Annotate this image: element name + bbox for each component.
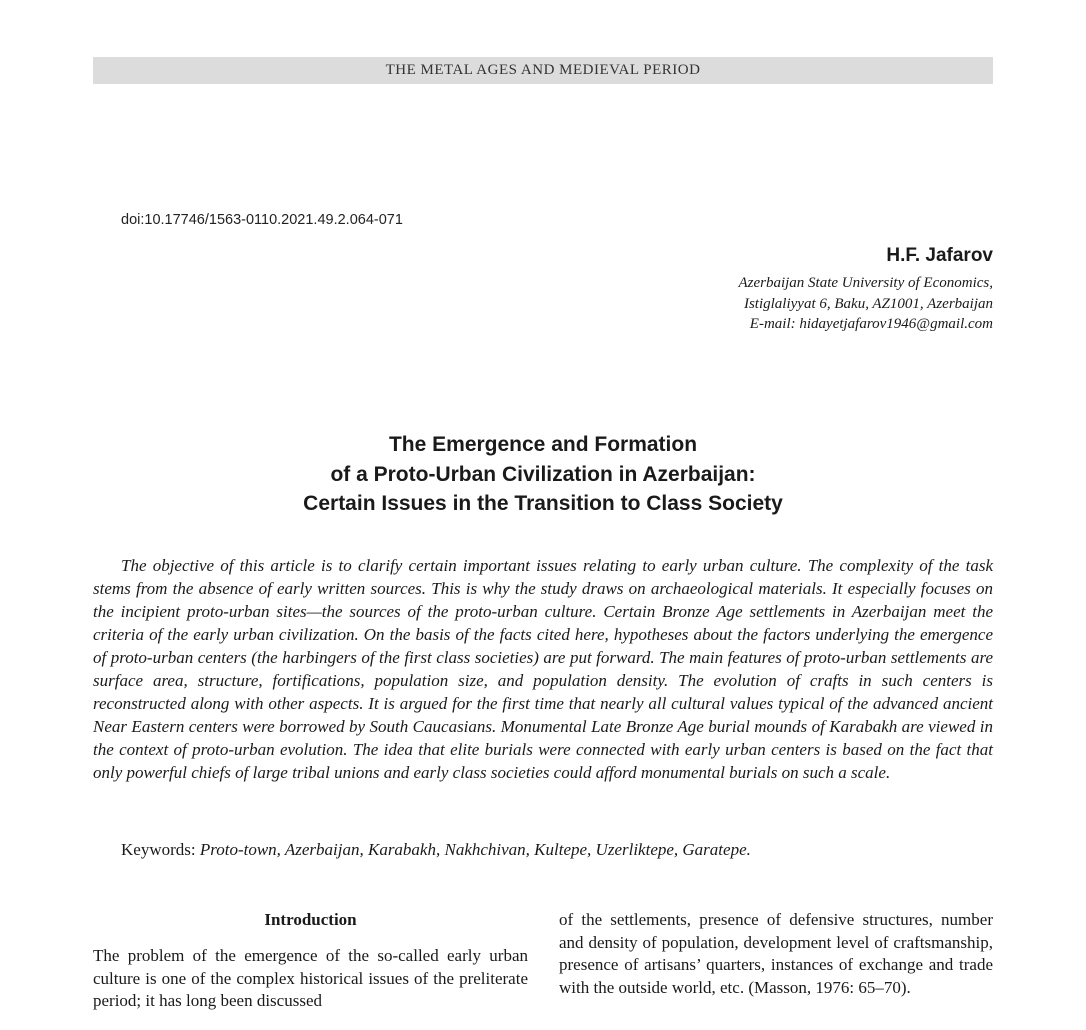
keywords-label: Keywords:	[121, 840, 196, 859]
title-line-2: of a Proto-Urban Civilization in Azerbaijan:	[330, 462, 756, 486]
right-column-text: of the settlements, presence of defensive structures, number and density of population, development level of craftsmanship, presence of artisans’ quarters, instances of exchange and trade with the outside world, etc. (Masson, 1976: 65–70).	[559, 910, 993, 997]
body-left-column	[93, 909, 528, 1013]
author-block	[738, 245, 993, 335]
abstract: The objective of this article is to clarify certain important issues relating to early urban culture. The complexity of the task stems from the absence of early written sources. This is why the study draws on archaeological materials. It especially focuses on the incipient proto-urban sites—the sources of the proto-urban culture. Certain Bronze Age settlements in Azerbaijan meet the criteria of the early urban civilization. On the basis of the facts cited here, hypotheses about the factors underlying the emergence of proto-urban centers (the harbingers of the first class societies) are put forward. The main features of proto-urban settlements are surface area, structure, fortifications, population size, and population density. The evolution of crafts in such centers is reconstructed along with other aspects. It is argued for the first time that nearly all cultural values typical of the advanced ancient Near Eastern centers were borrowed by South Caucasians. Monumental Late Bronze Age burial mounds of Karabakh are viewed in the context of proto-urban evolution. The idea that elite burials were connected with early urban centers is based on the fact that only powerful chiefs of large tribal unions and early class societies could afford monumental burials on such a scale.	[93, 556, 993, 782]
title-line-1: The Emergence and Formation	[388, 433, 698, 456]
section-heading-introduction: Introduction	[264, 910, 357, 929]
running-head-text: THE METAL AGES AND MEDIEVAL PERIOD	[385, 62, 701, 78]
author-email[interactable]: E-mail: hidayetjafarov1946@gmail.com	[749, 316, 993, 332]
article-title	[93, 430, 993, 519]
keywords	[121, 840, 751, 860]
running-head	[93, 57, 993, 84]
keywords-list: Proto-town, Azerbaijan, Karabakh, Nakhchivan, Kultepe, Uzerliktepe, Garatepe.	[199, 840, 751, 859]
affiliation-line-1: Azerbaijan State University of Economics,	[738, 275, 993, 291]
left-column-text: The problem of the emergence of the so-called early urban culture is one of the complex historical issues of the preliterate period; it has long been discussed	[93, 946, 528, 1010]
affiliation-line-2: Istiglaliyyat 6, Baku, AZ1001, Azerbaijan	[743, 295, 993, 312]
title-line-3: Certain Issues in the Transition to Class Society	[303, 492, 783, 515]
author-name: H.F. Jafarov	[886, 245, 993, 266]
doi[interactable]: doi:10.17746/1563-0110.2021.49.2.064-071	[121, 212, 403, 228]
